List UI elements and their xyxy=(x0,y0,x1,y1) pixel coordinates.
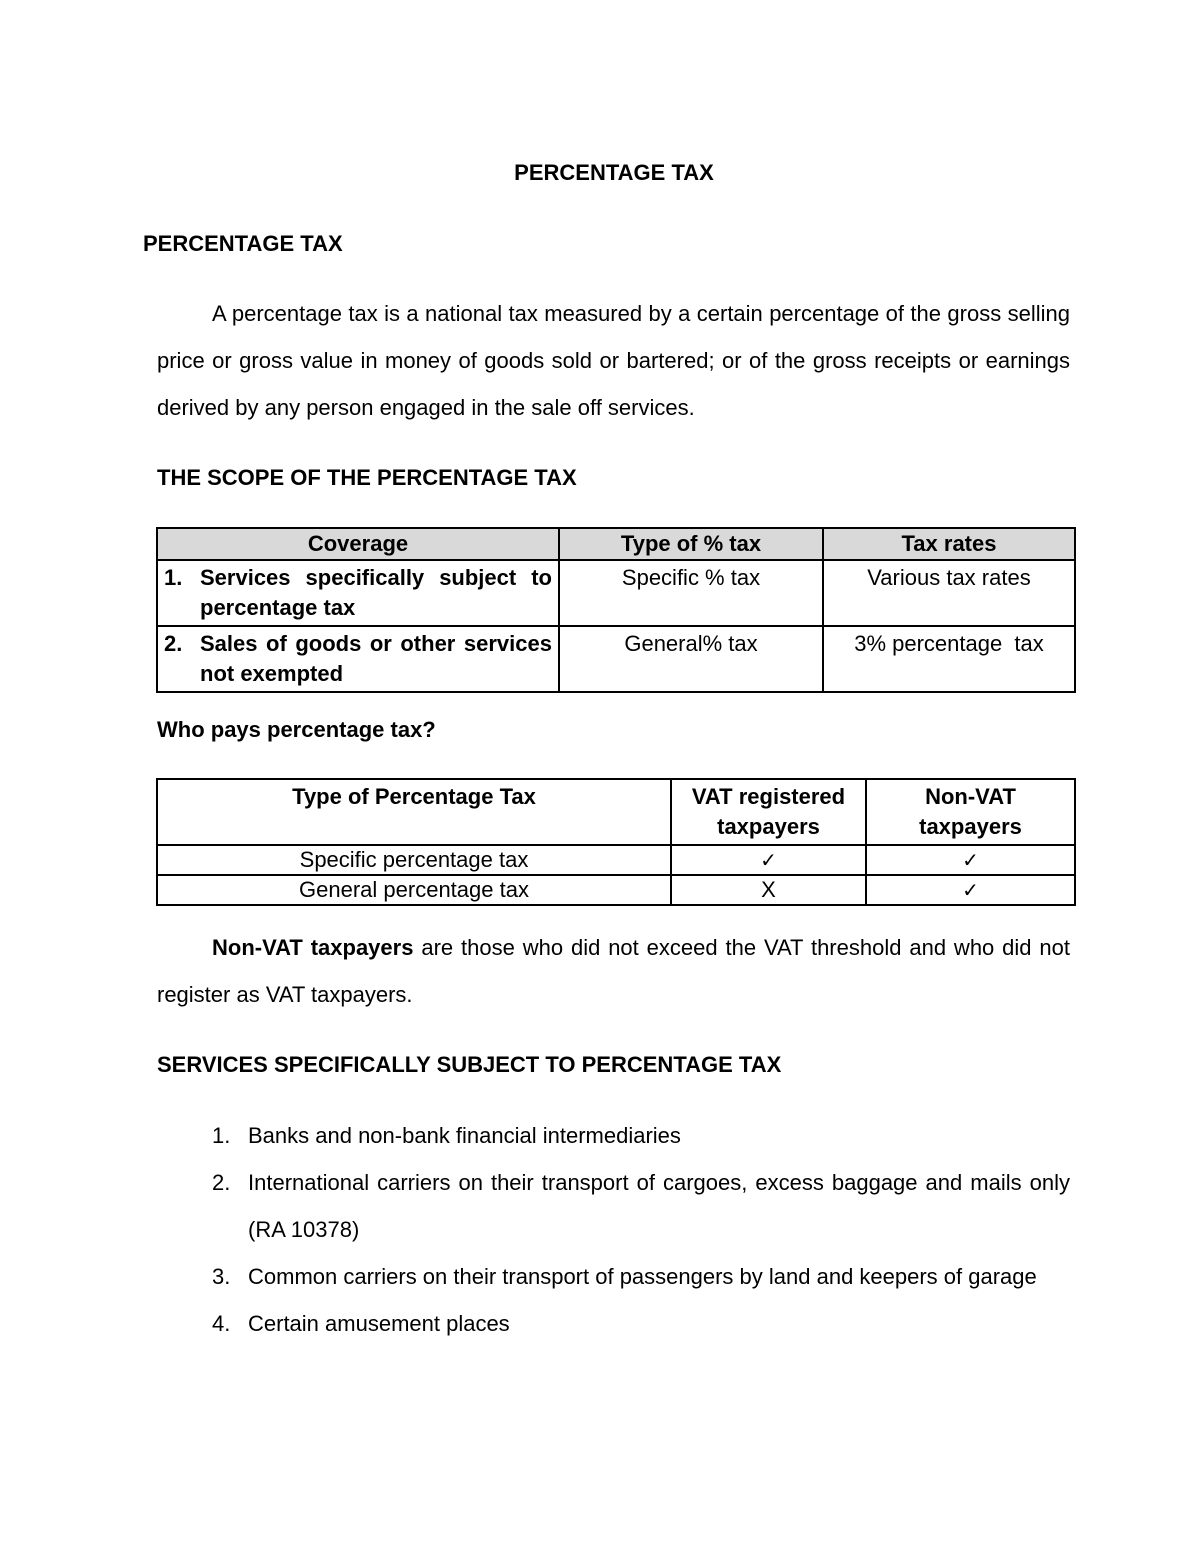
scope-header-rates: Tax rates xyxy=(823,528,1075,560)
scope-table-header-row xyxy=(157,528,1075,560)
table-row xyxy=(157,845,1075,875)
scope-type-cell: General% tax xyxy=(559,626,823,692)
list-item-number: 4. xyxy=(212,1311,231,1336)
checkmark-icon: ✓ xyxy=(866,845,1075,875)
document-title: PERCENTAGE TAX xyxy=(514,160,714,185)
scope-coverage-text: Services specifically subject to percentage tax xyxy=(200,565,552,620)
nonvat-paragraph xyxy=(157,924,1070,1018)
who-header-vat: VAT registered taxpayers xyxy=(671,779,866,845)
who-pays-heading: Who pays percentage tax? xyxy=(157,717,436,742)
scope-coverage-cell xyxy=(157,626,559,692)
scope-row-number: 1. xyxy=(164,565,183,590)
list-item xyxy=(212,1159,1070,1253)
list-item-text: Common carriers on their transport of passengers by land and keepers of garage xyxy=(248,1264,1037,1289)
services-list xyxy=(212,1112,1070,1347)
definition-paragraph xyxy=(157,290,1070,431)
list-item xyxy=(212,1253,1070,1300)
list-item-number: 1. xyxy=(212,1123,231,1148)
list-item xyxy=(212,1112,1070,1159)
scope-table xyxy=(156,527,1076,693)
scope-header-type: Type of % tax xyxy=(559,528,823,560)
section-heading-percentage-tax: PERCENTAGE TAX xyxy=(143,231,343,256)
list-item-text: Certain amusement places xyxy=(248,1311,510,1336)
who-pays-table xyxy=(156,778,1076,906)
who-type-cell: Specific percentage tax xyxy=(157,845,671,875)
checkmark-icon: ✓ xyxy=(671,845,866,875)
table-row xyxy=(157,875,1075,905)
list-item xyxy=(212,1300,1070,1347)
checkmark-icon: ✓ xyxy=(866,875,1075,905)
list-item-number: 2. xyxy=(212,1170,231,1195)
scope-type-cell: Specific % tax xyxy=(559,560,823,626)
who-table-header-row xyxy=(157,779,1075,845)
list-item-text: Banks and non-bank financial intermediaries xyxy=(248,1123,681,1148)
cross-mark: X xyxy=(671,875,866,905)
who-header-type: Type of Percentage Tax xyxy=(157,779,671,845)
scope-coverage-text: Sales of goods or other services not exempted xyxy=(200,631,552,686)
nonvat-definition: are those who did not exceed the VAT threshold and who did not register as VAT taxpayers. xyxy=(157,935,1070,1007)
table-row xyxy=(157,560,1075,626)
services-heading: SERVICES SPECIFICALLY SUBJECT TO PERCENTAGE TAX xyxy=(157,1052,782,1077)
list-item-number: 3. xyxy=(212,1264,231,1289)
who-header-nonvat: Non-VAT taxpayers xyxy=(866,779,1075,845)
scope-coverage-cell xyxy=(157,560,559,626)
table-row xyxy=(157,626,1075,692)
scope-heading: THE SCOPE OF THE PERCENTAGE TAX xyxy=(157,465,577,490)
scope-rate-cell: Various tax rates xyxy=(823,560,1075,626)
list-item-text: International carriers on their transport of cargoes, excess baggage and mails only (RA 10378) xyxy=(248,1170,1070,1242)
scope-header-coverage: Coverage xyxy=(157,528,559,560)
nonvat-term: Non-VAT taxpayers xyxy=(212,935,414,960)
scope-rate-cell: 3% percentage tax xyxy=(823,626,1075,692)
scope-row-number: 2. xyxy=(164,631,183,656)
definition-text: A percentage tax is a national tax measured by a certain percentage of the gross selling price or gross value in money of goods sold or bartered; or of the gross receipts or earnings derived by any person engaged in the sale off services. xyxy=(157,301,1070,420)
who-type-cell: General percentage tax xyxy=(157,875,671,905)
